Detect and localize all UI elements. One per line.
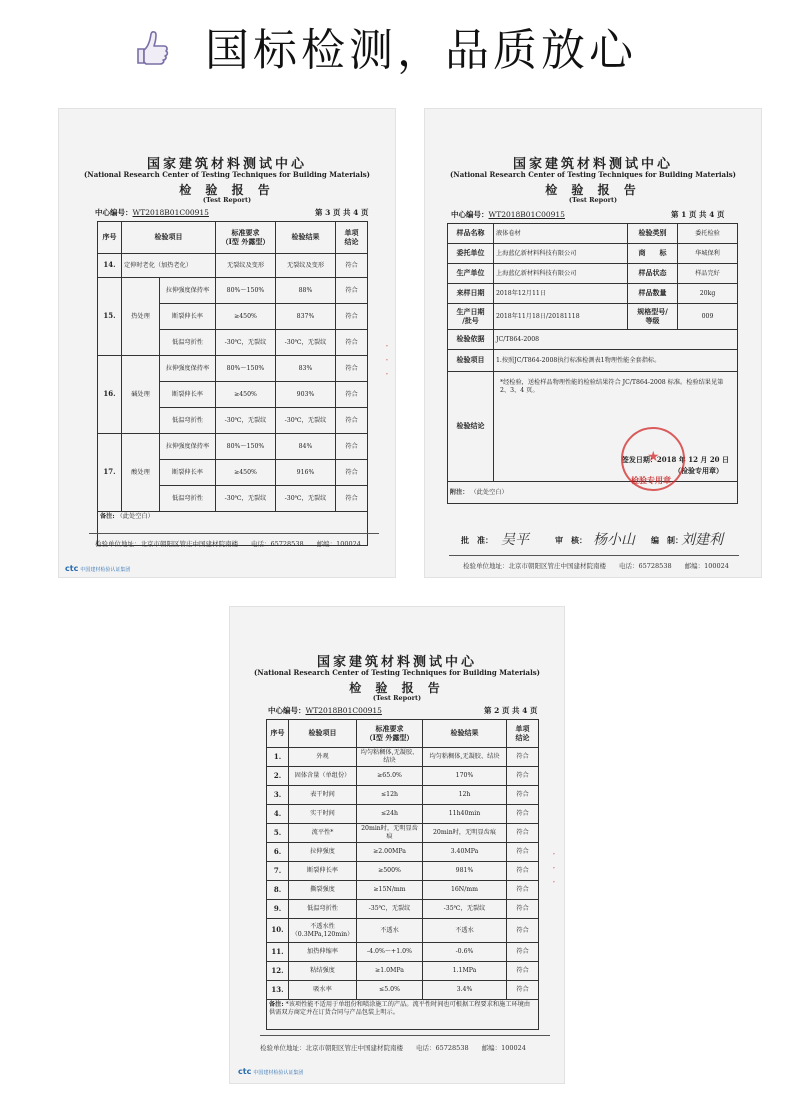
row-standard: ≤5.0% [357, 981, 423, 1000]
row-item: 加热伸缩率 [289, 943, 357, 962]
row-result: 903% [276, 382, 336, 408]
row-conclusion: 符合 [507, 881, 539, 900]
row-conclusion: 符合 [336, 434, 368, 460]
row-result: 11h40min [423, 805, 507, 824]
footer-line [260, 1035, 550, 1036]
compile-signature: 刘建利 [681, 532, 723, 548]
row-item: 粘结强度 [289, 962, 357, 981]
row-standard: ≥65.0% [357, 767, 423, 786]
row-result: 981% [423, 862, 507, 881]
qty-label: 样品数量 [628, 284, 678, 304]
ctc-logo [238, 1067, 303, 1076]
row-result: 84% [276, 434, 336, 460]
row-conclusion: 符合 [507, 767, 539, 786]
row-item: 表干时间 [289, 786, 357, 805]
report-type-en: (Test Report) [568, 196, 618, 204]
row-standard: ≥450% [216, 460, 276, 486]
table-row [267, 981, 539, 1000]
col-header-conclusion: 单项 结论 [507, 720, 539, 748]
row-item: 拉伸强度 [289, 843, 357, 862]
client: 上海蓝亿新材料科技有限公司 [494, 244, 628, 264]
row-conclusion: 符合 [507, 900, 539, 919]
thumbs-up-icon [130, 25, 174, 69]
review-label: 审 核： [555, 535, 587, 545]
items: 1.按照JC/T864-2008执行标准检测表1物理性能全套指标。 [494, 350, 738, 372]
sign-stamp-note: （检验专用章） [674, 466, 723, 476]
page-title: 国标检测，品质放心 [205, 25, 637, 76]
row-item: 固体含量（单组份） [289, 767, 357, 786]
table-row [267, 943, 539, 962]
review-signature: 杨小山 [593, 532, 635, 548]
remark-text: （此处空白） [116, 513, 154, 520]
seal-edge-mark: · · · [552, 847, 556, 889]
row-item: 低温弯折性 [160, 408, 216, 434]
row-number: 1. [267, 748, 289, 767]
row-number: 6. [267, 843, 289, 862]
row-conclusion: 符合 [507, 962, 539, 981]
row-item: 外观 [289, 748, 357, 767]
row-item: 拉伸强度保持率 [160, 356, 216, 382]
basis: JC/T864-2008 [494, 330, 738, 350]
row-result: 无裂纹及变形 [276, 254, 336, 278]
row-result: 不透水 [423, 919, 507, 943]
row-conclusion: 符合 [507, 748, 539, 767]
page-number: 第 1 页 共 4 页 [671, 210, 725, 219]
row-item: 实干时间 [289, 805, 357, 824]
table-row [98, 356, 368, 382]
state-label: 样品状态 [628, 264, 678, 284]
row-standard: 20min时，无明显齿痕 [357, 824, 423, 843]
category-label: 检验类别 [628, 224, 678, 244]
row-standard: -30℃，无裂纹 [216, 330, 276, 356]
row-conclusion: 符合 [336, 330, 368, 356]
row-result: -35℃，无裂纹 [423, 900, 507, 919]
remark-label: 备注: [100, 513, 115, 520]
row-item: 断裂伸长率 [160, 382, 216, 408]
brand-label: 商 标 [628, 244, 678, 264]
row-number: 9. [267, 900, 289, 919]
row-result: 83% [276, 356, 336, 382]
row-conclusion: 符合 [336, 460, 368, 486]
row-number: 3. [267, 786, 289, 805]
col-header-standard: 标准要求 （I型 外露型） [357, 720, 423, 748]
row-number: 15. [98, 278, 122, 356]
logo-text: ctc [65, 564, 79, 573]
row-number: 10. [267, 919, 289, 943]
remark-row [267, 1000, 539, 1030]
row-number: 8. [267, 881, 289, 900]
org-name: 国家建筑材料测试中心 [146, 157, 307, 172]
row-number: 4. [267, 805, 289, 824]
row-conclusion: 符合 [507, 824, 539, 843]
row-number: 12. [267, 962, 289, 981]
footer-address: 检验单位地址：北京市朝阳区管庄中国建材院南楼 电话：65728538 邮编：100024 [95, 540, 361, 548]
center-number-value: WT2018B01C00915 [305, 706, 382, 715]
row-number: 7. [267, 862, 289, 881]
row-result: 88% [276, 278, 336, 304]
compile-label: 编 制： [651, 535, 683, 545]
row-standard: -35℃，无裂纹 [357, 900, 423, 919]
results-table [266, 719, 539, 1030]
row-standard: ≤12h [357, 786, 423, 805]
report-type: 检 验 报 告 [179, 183, 275, 197]
row-number: 14. [98, 254, 122, 278]
footer-line [89, 533, 379, 534]
row-group: 热处理 [122, 278, 160, 356]
logo-subtext: 中国建材检验认证集团 [80, 567, 131, 573]
org-name-en: (National Research Center of Testing Techniques for Building Materials) [253, 668, 540, 677]
row-standard: ≥450% [216, 304, 276, 330]
row-conclusion: 符合 [507, 943, 539, 962]
row-result: 12h [423, 786, 507, 805]
row-item: 流平性* [289, 824, 357, 843]
results-table [97, 221, 368, 546]
row-result: 3.4% [423, 981, 507, 1000]
center-number-value: WT2018B01C00915 [132, 208, 209, 217]
org-name-en: (National Research Center of Testing Techniques for Building Materials) [449, 170, 736, 179]
row-number: 2. [267, 767, 289, 786]
maker: 上海蓝亿新材料科技有限公司 [494, 264, 628, 284]
logo-subtext: 中国建材检验认证集团 [253, 1070, 304, 1076]
basis-label: 检验依据 [448, 330, 494, 350]
remark-text: *该项性能不适用于单组份和喷涂施工的产品。流平性时间也可根据工程要求和施工环境由供需双方商定并在订货合同与产品包装上明示。 [269, 1001, 531, 1016]
center-number-value: WT2018B01C00915 [488, 210, 565, 219]
approve-label: 批 准： [461, 535, 493, 545]
row-number: 16. [98, 356, 122, 434]
spec-label: 规格型号/ 等级 [628, 304, 678, 330]
approve-signature: 吴平 [501, 532, 529, 548]
report-type-en: (Test Report) [202, 196, 252, 204]
remark-text: （此处空白） [470, 488, 508, 496]
org-name-en: (National Research Center of Testing Techniques for Building Materials) [83, 170, 370, 179]
footer-address: 检验单位地址：北京市朝阳区管庄中国建材院南楼 电话：65728538 邮编：100024 [463, 562, 729, 570]
row-conclusion: 符合 [507, 919, 539, 943]
row-item: 断裂伸长率 [160, 460, 216, 486]
row-standard: -30℃，无裂纹 [216, 486, 276, 512]
col-header-item: 检验项目 [289, 720, 357, 748]
row-conclusion: 符合 [507, 862, 539, 881]
row-number: 11. [267, 943, 289, 962]
org-name: 国家建筑材料测试中心 [316, 655, 477, 670]
col-header-result: 检验结果 [276, 222, 336, 254]
row-item: 撕裂强度 [289, 881, 357, 900]
report-type-en: (Test Report) [372, 694, 422, 702]
row-standard: 80%～150% [216, 356, 276, 382]
table-row [267, 962, 539, 981]
org-name: 国家建筑材料测试中心 [512, 157, 673, 172]
row-item: 低温弯折性 [160, 330, 216, 356]
row-number: 13. [267, 981, 289, 1000]
col-header-no: 序号 [98, 222, 122, 254]
row-standard: -4.0%～+1.0% [357, 943, 423, 962]
row-item: 不透水性 （0.3MPa,120min） [289, 919, 357, 943]
row-standard: ≥450% [216, 382, 276, 408]
batch: 2018年11月18日/20181118 [494, 304, 628, 330]
table-row [98, 278, 368, 304]
row-result: 916% [276, 460, 336, 486]
table-row [267, 748, 539, 767]
sample-info-table [447, 223, 738, 504]
table-row [98, 254, 368, 278]
batch-label: 生产日期 /批号 [448, 304, 494, 330]
row-result: 837% [276, 304, 336, 330]
signature-row [461, 535, 493, 546]
qty: 20kg [678, 284, 738, 304]
row-conclusion: 符合 [507, 786, 539, 805]
brand: 华城保利 [678, 244, 738, 264]
conclusion-label: 检验结论 [448, 372, 494, 482]
row-standard: 80%～150% [216, 434, 276, 460]
row-result: 均匀粘稠体,无凝胶、结块 [423, 748, 507, 767]
remark [267, 1000, 539, 1030]
row-item: 拉伸强度保持率 [160, 434, 216, 460]
conclusion-cell [494, 372, 738, 482]
row-number: 5. [267, 824, 289, 843]
row-result: 170% [423, 767, 507, 786]
center-number-label: 中心编号： [268, 706, 306, 715]
report-page-1 [424, 108, 762, 578]
col-header-conclusion: 单项 结论 [336, 222, 368, 254]
table-row [267, 843, 539, 862]
row-number: 17. [98, 434, 122, 512]
table-row [267, 805, 539, 824]
row-item: 断裂伸长率 [160, 304, 216, 330]
table-row [267, 786, 539, 805]
row-standard: 无裂纹及变形 [216, 254, 276, 278]
maker-label: 生产单位 [448, 264, 494, 284]
row-result: -0.6% [423, 943, 507, 962]
report-page-3 [58, 108, 396, 578]
row-conclusion: 符合 [336, 356, 368, 382]
date: 2018年12月11日 [494, 284, 628, 304]
row-result: 1.1MPa [423, 962, 507, 981]
page-number: 第 2 页 共 4 页 [484, 706, 538, 715]
table-row [267, 881, 539, 900]
report-type: 检 验 报 告 [545, 183, 641, 197]
row-result: 16N/mm [423, 881, 507, 900]
row-result: 3.40MPa [423, 843, 507, 862]
row-result: 20min时，无明显齿痕 [423, 824, 507, 843]
ctc-logo [65, 564, 130, 573]
remark [448, 482, 738, 504]
row-conclusion: 符合 [336, 408, 368, 434]
row-standard: 80%～150% [216, 278, 276, 304]
row-conclusion: 符合 [507, 843, 539, 862]
row-item: 吸水率 [289, 981, 357, 1000]
row-item: 拉伸强度保持率 [160, 278, 216, 304]
col-header-no: 序号 [267, 720, 289, 748]
table-row [267, 900, 539, 919]
seal-edge-mark: · · · [385, 339, 389, 381]
report-type: 检 验 报 告 [349, 681, 445, 695]
row-standard: ≥2.00MPa [357, 843, 423, 862]
row-item: 定伸时老化（加热老化） [122, 254, 216, 278]
row-conclusion: 符合 [336, 278, 368, 304]
row-conclusion: 符合 [336, 486, 368, 512]
sample-name: 液体卷材 [494, 224, 628, 244]
page-number: 第 3 页 共 4 页 [315, 208, 369, 217]
page-header [0, 0, 790, 100]
center-number-label: 中心编号： [451, 210, 489, 219]
table-row [267, 767, 539, 786]
conclusion-text: *经检验，送检样品物理性能的检验结果符合 JC/T864-2008 标准。检验结果见第 2、3、4 页。 [500, 379, 724, 394]
footer-address: 检验单位地址：北京市朝阳区管庄中国建材院南楼 电话：65728538 邮编：100024 [260, 1044, 526, 1052]
row-conclusion: 符合 [507, 981, 539, 1000]
row-standard: 均匀粘稠体,无凝胶、结块 [357, 748, 423, 767]
spec: 009 [678, 304, 738, 330]
col-header-standard: 标准要求 （I型 外露型） [216, 222, 276, 254]
table-row [267, 824, 539, 843]
sample-name-label: 样品名称 [448, 224, 494, 244]
row-conclusion: 符合 [336, 382, 368, 408]
row-item: 断裂伸长率 [289, 862, 357, 881]
row-standard: -30℃，无裂纹 [216, 408, 276, 434]
row-item: 低温弯折性 [289, 900, 357, 919]
row-group: 碱处理 [122, 356, 160, 434]
row-conclusion: 符合 [336, 254, 368, 278]
row-result: -30℃，无裂纹 [276, 408, 336, 434]
date-label: 来样日期 [448, 284, 494, 304]
row-standard: ≥15N/mm [357, 881, 423, 900]
table-row [98, 434, 368, 460]
row-standard: ≥1.0MPa [357, 962, 423, 981]
seal-text: 检验专用章 [631, 475, 671, 485]
center-number [95, 207, 209, 218]
row-standard: 不透水 [357, 919, 423, 943]
logo-text: ctc [238, 1067, 252, 1076]
row-result: -30℃，无裂纹 [276, 330, 336, 356]
col-header-item: 检验项目 [122, 222, 216, 254]
row-standard: ≤24h [357, 805, 423, 824]
state: 样品完好 [678, 264, 738, 284]
row-conclusion: 符合 [336, 304, 368, 330]
center-number [451, 209, 565, 220]
col-header-result: 检验结果 [423, 720, 507, 748]
row-item: 低温弯折性 [160, 486, 216, 512]
sign-date: 签发日期：2018 年 12 月 20 日 [621, 455, 729, 465]
table-row [267, 862, 539, 881]
row-conclusion: 符合 [507, 805, 539, 824]
center-number-label: 中心编号： [95, 208, 133, 217]
client-label: 委托单位 [448, 244, 494, 264]
remark-label: 备注: [269, 1001, 284, 1008]
report-page-2 [229, 606, 565, 1084]
center-number [268, 705, 382, 716]
remark-label: 附注： [450, 488, 469, 496]
row-group: 酸处理 [122, 434, 160, 512]
row-standard: ≥500% [357, 862, 423, 881]
row-result: -30℃，无裂纹 [276, 486, 336, 512]
items-label: 检验项目 [448, 350, 494, 372]
category: 委托检验 [678, 224, 738, 244]
footer-line [449, 555, 739, 556]
table-row [267, 919, 539, 943]
